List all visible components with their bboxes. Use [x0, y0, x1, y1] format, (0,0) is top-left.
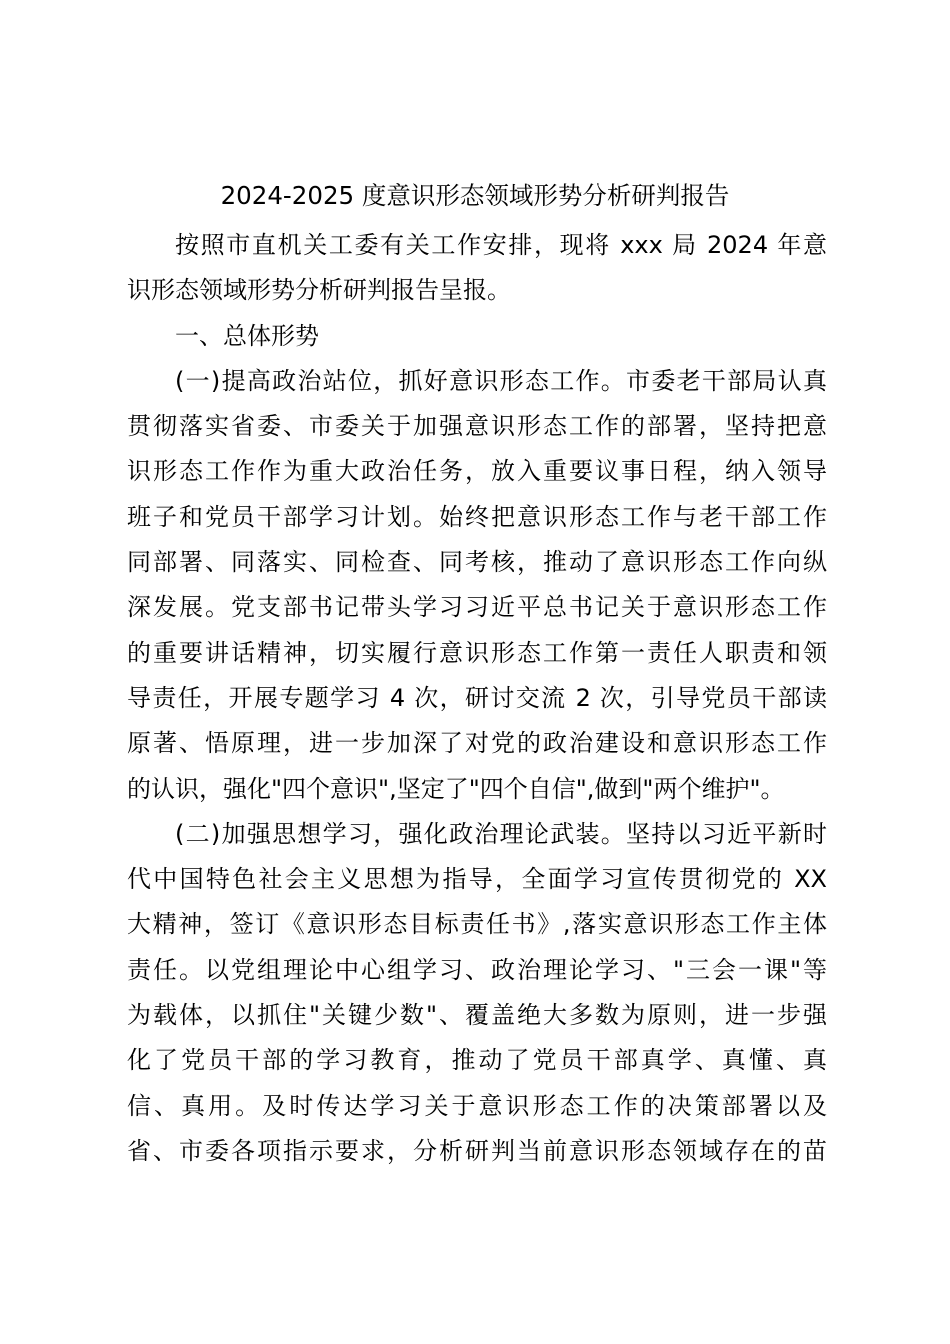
- paragraph-line: 省、市委各项指示要求，分析研判当前意识形态领域存在的苗: [127, 1136, 827, 1165]
- paragraph-line: 按照市直机关工委有关工作安排，现将 xxx 局 2024 年意: [175, 231, 827, 259]
- paragraph-line: 为载体，以抓住"关键少数"、覆盖绝大多数为原则，进一步强: [127, 1001, 827, 1030]
- paragraph-line: 班子和党员干部学习计划。始终把意识形态工作与老干部工作: [127, 502, 827, 531]
- paragraph-line: 深发展。党支部书记带头学习习近平总书记关于意识形态工作: [127, 593, 827, 622]
- paragraph-line: 的重要讲话精神，切实履行意识形态工作第一责任人职责和领: [127, 638, 827, 667]
- paragraph-line: 识形态工作作为重大政治任务，放入重要议事日程，纳入领导: [127, 457, 827, 486]
- section-heading: 一、总体形势: [175, 321, 319, 350]
- paragraph-line: 识形态领域形势分析研判报告呈报。: [127, 276, 511, 305]
- paragraph-line: (一)提高政治站位，抓好意识形态工作。市委老干部局认真: [175, 366, 827, 395]
- paragraph-line: 化了党员干部的学习教育，推动了党员干部真学、真懂、真: [127, 1046, 827, 1075]
- paragraph-line: 责任。以党组理论中心组学习、政治理论学习、"三会一课"等: [127, 955, 827, 984]
- document-title: 2024-2025 度意识形态领域形势分析研判报告: [220, 181, 730, 210]
- paragraph-line: 同部署、同落实、同检查、同考核，推动了意识形态工作向纵: [127, 548, 827, 577]
- paragraph-line: 贯彻落实省委、市委关于加强意识形态工作的部署，坚持把意: [127, 412, 827, 441]
- paragraph-line: 原著、悟原理，进一步加深了对党的政治建设和意识形态工作: [127, 729, 827, 758]
- document-body: [127, 223, 827, 1174]
- paragraph-line: 的认识，强化"四个意识",坚定了"四个自信",做到"两个维护"。: [127, 774, 785, 803]
- paragraph-line: 大精神，签订《意识形态目标责任书》,落实意识形态工作主体: [127, 910, 827, 939]
- paragraph-line: (二)加强思想学习，强化政治理论武装。坚持以习近平新时: [175, 819, 827, 848]
- paragraph-line: 信、真用。及时传达学习关于意识形态工作的决策部署以及: [127, 1091, 827, 1120]
- paragraph-line: 导责任，开展专题学习 4 次，研讨交流 2 次，引导党员干部读: [127, 683, 827, 712]
- paragraph-line: 代中国特色社会主义思想为指导，全面学习宣传贯彻党的 XX: [127, 865, 827, 894]
